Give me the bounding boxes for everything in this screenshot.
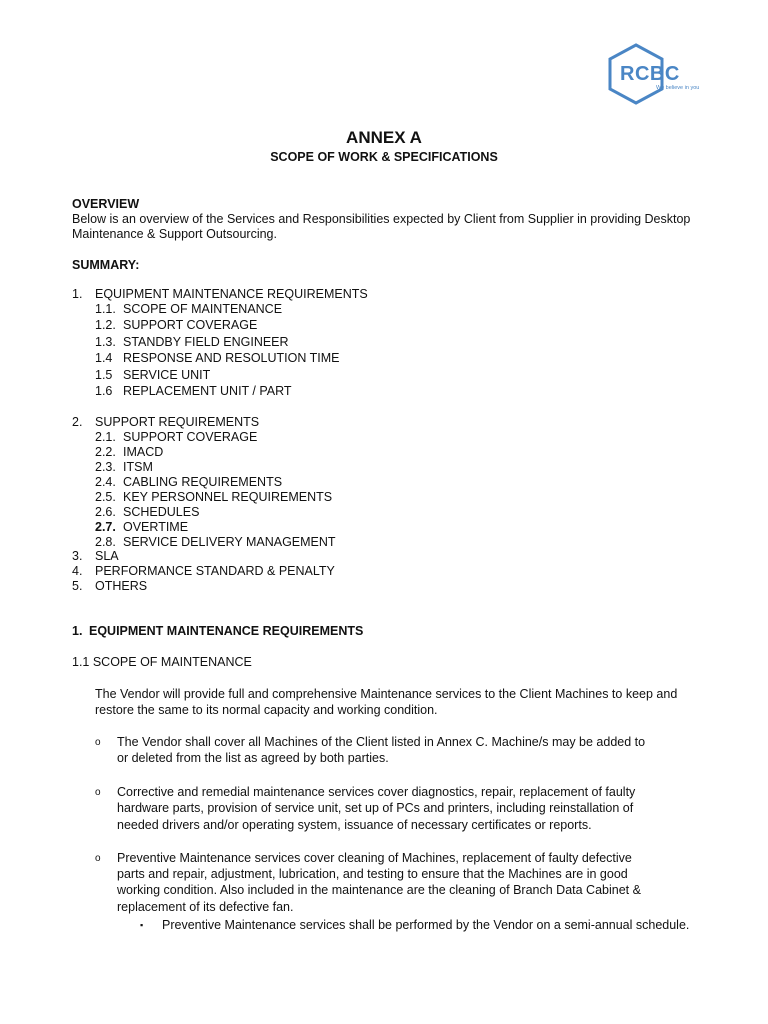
subitem-label: SUPPORT COVERAGE [123,318,258,332]
subitem-label: OVERTIME [123,520,189,534]
item-label: OTHERS [95,579,148,593]
subitem-label: SCHEDULES [123,505,200,519]
bullet-marker: o [95,787,101,798]
item-label: SLA [95,549,119,563]
bullet-line: or deleted from the list as agreed by both parties. [117,751,389,765]
logo-tagline: We believe in you [656,85,700,91]
subitem-label: CABLING REQUIREMENTS [123,475,283,489]
rcbc-logo [606,43,698,105]
page-title: ANNEX A [346,128,422,147]
intro-line: The Vendor will provide full and comprehensive Maintenance services to the Client Machines to keep and [95,687,678,701]
sub-bullet-line: Preventive Maintenance services shall be performed by the Vendor on a semi-annual schedule. [162,918,690,932]
intro-line: restore the same to its normal capacity and working condition. [95,703,438,717]
subitem-label: KEY PERSONNEL REQUIREMENTS [123,490,333,504]
overview-line: Maintenance & Support Outsourcing. [72,227,277,241]
page-subtitle: SCOPE OF WORK & SPECIFICATIONS [270,150,498,164]
subitem-label: SCOPE OF MAINTENANCE [123,302,283,316]
subitem-label: SERVICE UNIT [123,368,211,382]
overview-heading: OVERVIEW [72,197,140,211]
subitem-number: 1.3. [95,335,116,349]
subitem-number: 2.4. [95,475,116,489]
subsection-heading: 1.1 SCOPE OF MAINTENANCE [72,655,252,669]
subitem-number: 2.8. [95,535,116,549]
subitem-label: SERVICE DELIVERY MANAGEMENT [123,535,336,549]
bullet-line: hardware parts, provision of service unit, set up of PCs and printers, including reinstallation of [117,801,634,815]
item-number: 2. [72,415,83,429]
bullet-line: The Vendor shall cover all Machines of the Client listed in Annex C. Machine/s may be added to [117,735,646,749]
item-label: EQUIPMENT MAINTENANCE REQUIREMENTS [95,287,368,301]
subitem-number: 2.3. [95,460,116,474]
bullet-marker: o [95,737,101,748]
subitem-number: 2.5. [95,490,116,504]
item-number: 4. [72,564,83,578]
item-number: 5. [72,579,83,593]
logo-wordmark: RCBC [620,63,680,85]
subitem-number: 1.1. [95,302,116,316]
overview-line: Below is an overview of the Services and Responsibilities expected by Client from Supplier in providing Desktop [72,212,691,226]
bullet-line: needed drivers and/or operating system, issuance of necessary certificates or reports. [117,818,592,832]
item-label: SUPPORT REQUIREMENTS [95,415,260,429]
bullet-line: Preventive Maintenance services cover cleaning of Machines, replacement of faulty defective [117,851,632,865]
sub-bullet-marker: ▪ [140,920,144,930]
subitem-number: 1.5 [95,368,113,382]
subitem-number: 2.6. [95,505,116,519]
subitem-number: 1.4 [95,351,113,365]
bullet-line: replacement of its defective fan. [117,900,294,914]
subitem-label: RESPONSE AND RESOLUTION TIME [123,351,340,365]
item-number: 1. [72,287,83,301]
bullet-line: working condition. Also included in the maintenance are the cleaning of Branch Data Cabinet & [117,883,641,897]
subitem-number: 2.7. [95,520,116,534]
subitem-label: ITSM [123,460,153,474]
item-number: 3. [72,549,83,563]
item-label: PERFORMANCE STANDARD & PENALTY [95,564,335,578]
section-heading-number: 1. [72,624,83,638]
subitem-label: IMACD [123,445,164,459]
bullet-line: parts and repair, adjustment, lubrication, and testing to ensure that the Machines are in good [117,867,628,881]
subitem-label: SUPPORT COVERAGE [123,430,258,444]
subitem-label: STANDBY FIELD ENGINEER [123,335,289,349]
subitem-label: REPLACEMENT UNIT / PART [123,384,292,398]
bullet-line: Corrective and remedial maintenance services cover diagnostics, repair, replacement of faulty [117,785,636,799]
subitem-number: 2.2. [95,445,116,459]
subitem-number: 1.6 [95,384,113,398]
bullet-marker: o [95,853,101,864]
subitem-number: 2.1. [95,430,116,444]
subitem-number: 1.2. [95,318,116,332]
summary-heading: SUMMARY: [72,258,140,272]
section-heading: EQUIPMENT MAINTENANCE REQUIREMENTS [89,624,364,638]
